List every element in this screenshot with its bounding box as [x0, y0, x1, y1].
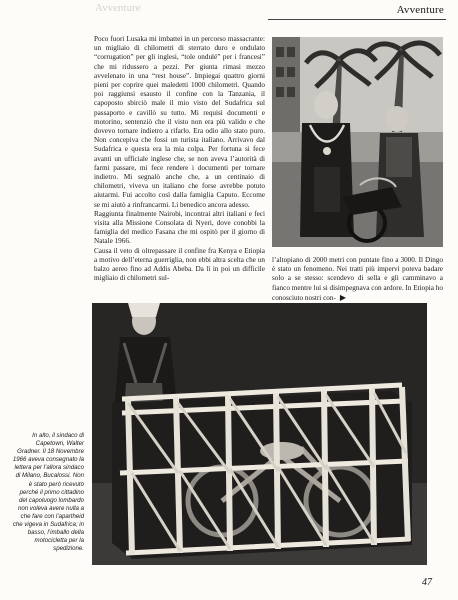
photo-motorcycle-crate	[92, 303, 427, 565]
page-number: 47	[422, 577, 432, 588]
header-rule	[268, 19, 446, 20]
paragraph: Raggiunta finalmente Nairobi, incontrai altri italiani e feci visita alla Missione Consolata di Nyeri, dove conobbi la famiglia del medico Fasana che mi ospitò per il giorno di Natale 1966.	[94, 209, 265, 246]
ghost-header-watermark: Avventure	[95, 2, 141, 14]
article-column-right	[272, 256, 443, 303]
article-column-left	[94, 35, 265, 283]
photo-mayor-and-rider	[272, 37, 443, 247]
photo-caption: In alto, il sindaco di Capetown, Walter Gradner. Il 18 Novembre 1966 aveva consegnato la lettera per l’allora sindaco di Milano, Bucalossi. Non è stato però ricevuto perché il primo cittadino del capoluogo lombardo non voleva avere nulla a che fare con l’apartheid che vigeva in Sudafrica; in basso, l’imballo della motocicletta per la spedizione.	[12, 432, 84, 553]
continue-arrow-icon: ▶	[339, 292, 347, 302]
section-label: Avventure	[396, 4, 444, 16]
paragraph: Causa il veto di oltrepassare il confine fra Kenya e Etiopia a motivo dell’eterna guerriglia, non ebbi altra scelta che un balzo aereo fino ad Addis Abeba. Da lì in poi un difficile migliaio di chilometri sul-	[94, 246, 265, 283]
paragraph: Poco fuori Lusaka mi imbattei in un percorso massacrante: un migliaio di chilometri di sterrato duro e ondulato “corrugation” per gli inglesi, “tole ondulé” per i francesi” che mi ridussero a pezzi. Per giunta rimasi mezzo avvelenato in una “rest house”. Impiegai quattro giorni pieni per coprire quei maledetti 1000 chilometri. Quando poi raggiunsi esausto il confine con la Tanzania, il capoposto sbirciò male il mio visto del Sudafrica sul passaporto e cavillò su tutto. Mi requisì documenti e motorino, sentenziò che il visto non era più valido e che dovevo tornare indietro a rifarlo. Era odio allo stato puro. Non concepiva che fossi un turista italiano. Arrivavo dal Sudafrica e questa era la mia colpa. Per fortuna si fece avanti un ufficiale inglese che, se non aveva l’autorità di farmi passare, mi fece rendere i documenti per tornare indietro. Mi segnalò anche che, a un centinaio di chilometri, viveva un italiano che forse avrebbe potuto aiutarmi. Fui accolto così dalla famiglia Caputo. Eccome se mi aiutò a rinfrancarmi. Li benedico ancora adesso.	[94, 35, 265, 209]
photo-motorcycle-crate-image	[92, 303, 427, 565]
photo-mayor-and-rider-image	[272, 37, 443, 247]
paragraph: l’altopiano di 2000 metri con puntate fino a 3000. Il Dingo è stato un fenomeno. Nei tratti più impervi poteva badare solo a se stesso: scendevo di sella e gli camminavo a fianco mentre lui si disimpegnava con ardore. In Etiopia ho conosciuto nostri con-	[272, 256, 443, 302]
